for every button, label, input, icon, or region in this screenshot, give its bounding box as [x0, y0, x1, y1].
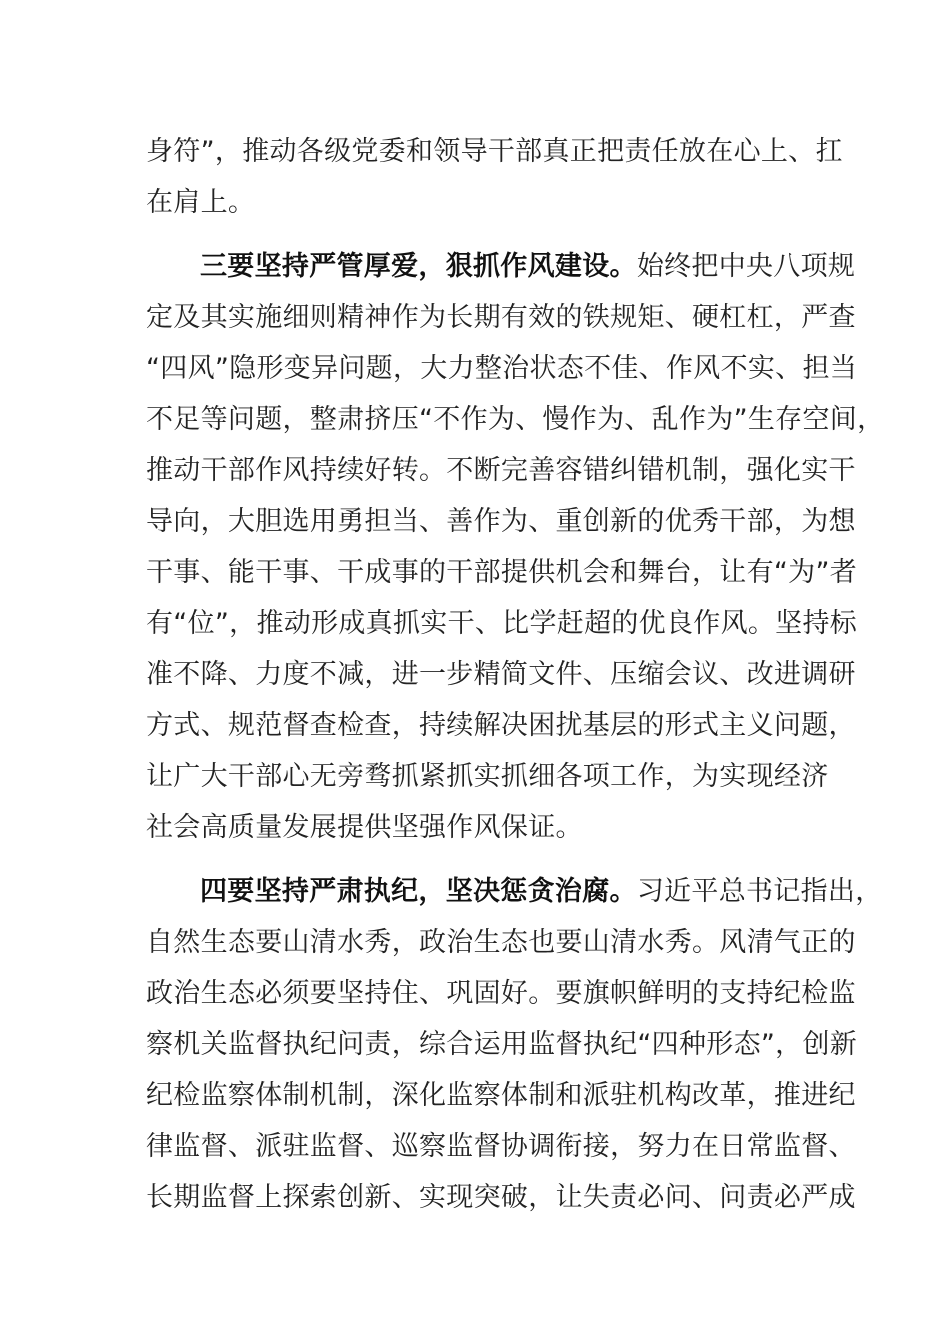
paragraph-2-line: 让广大干部心无旁骛抓紧抓实抓细各项工作，为实现经济 — [146, 761, 829, 792]
paragraph-gap — [146, 853, 836, 866]
document-body — [146, 126, 885, 1223]
paragraph-2-line: 推动干部作风持续好转。不断完善容错纠错机制，强化实干 — [146, 455, 856, 486]
paragraph-3-line: 自然生态要山清水秀，政治生态也要山清水秀。风清气正的 — [146, 927, 856, 958]
paragraph-2-line: “四风”隐形变异问题，大力整治状态不佳、作风不实、担当 — [146, 353, 858, 384]
paragraph-2-line: 导向，大胆选用勇担当、善作为、重创新的优秀干部，为想 — [146, 506, 856, 537]
paragraph-2-line: 有“位”，推动形成真抓实干、比学赶超的优良作风。坚持标 — [146, 608, 858, 639]
paragraph-2-lead-heading: 三要坚持严管厚爱，狠抓作风建设。 — [200, 251, 637, 282]
paragraph-3-lead-heading: 四要坚持严肃执纪，坚决惩贪治腐。 — [200, 876, 637, 907]
paragraph-1-line-1: 身符”，推动各级党委和领导干部真正把责任放在心上、扛 — [146, 136, 843, 167]
paragraph-gap — [146, 228, 836, 241]
paragraph-3-line: 察机关监督执纪问责，综合运用监督执纪“四种形态”，创新 — [146, 1029, 858, 1060]
paragraph-2-line: 方式、规范督查检查，持续解决困扰基层的形式主义问题， — [146, 710, 856, 741]
paragraph-2-line-1 — [146, 241, 856, 292]
paragraph-3-line: 政治生态必须要坚持住、巩固好。要旗帜鲜明的支持纪检监 — [146, 978, 856, 1009]
paragraph-2-line: 准不降、力度不减，进一步精简文件、压缩会议、改进调研 — [146, 659, 856, 690]
paragraph-2-line: 干事、能干事、干成事的干部提供机会和舞台，让有“为”者 — [146, 557, 858, 588]
paragraph-1-line-2: 在肩上。 — [146, 187, 256, 218]
paragraph-2-line: 不足等问题，整肃挤压“不作为、慢作为、乱作为”生存空间， — [146, 404, 885, 435]
paragraph-2-line: 定及其实施细则精神作为长期有效的铁规矩、硬杠杠，严查 — [146, 302, 856, 333]
paragraph-2-first-line-text: 始终把中央八项规 — [636, 251, 856, 282]
paragraph-3-line-1 — [146, 866, 883, 917]
paragraph-3-line: 长期监督上探索创新、实现突破，让失责必问、问责必严成 — [146, 1182, 856, 1213]
paragraph-3-first-line-text: 习近平总书记指出， — [636, 876, 883, 907]
paragraph-3-line: 律监督、派驻监督、巡察监督协调衔接，努力在日常监督、 — [146, 1131, 856, 1162]
paragraph-3-line: 纪检监察体制机制，深化监察体制和派驻机构改革，推进纪 — [146, 1080, 856, 1111]
paragraph-2-line: 社会高质量发展提供坚强作风保证。 — [146, 812, 583, 843]
